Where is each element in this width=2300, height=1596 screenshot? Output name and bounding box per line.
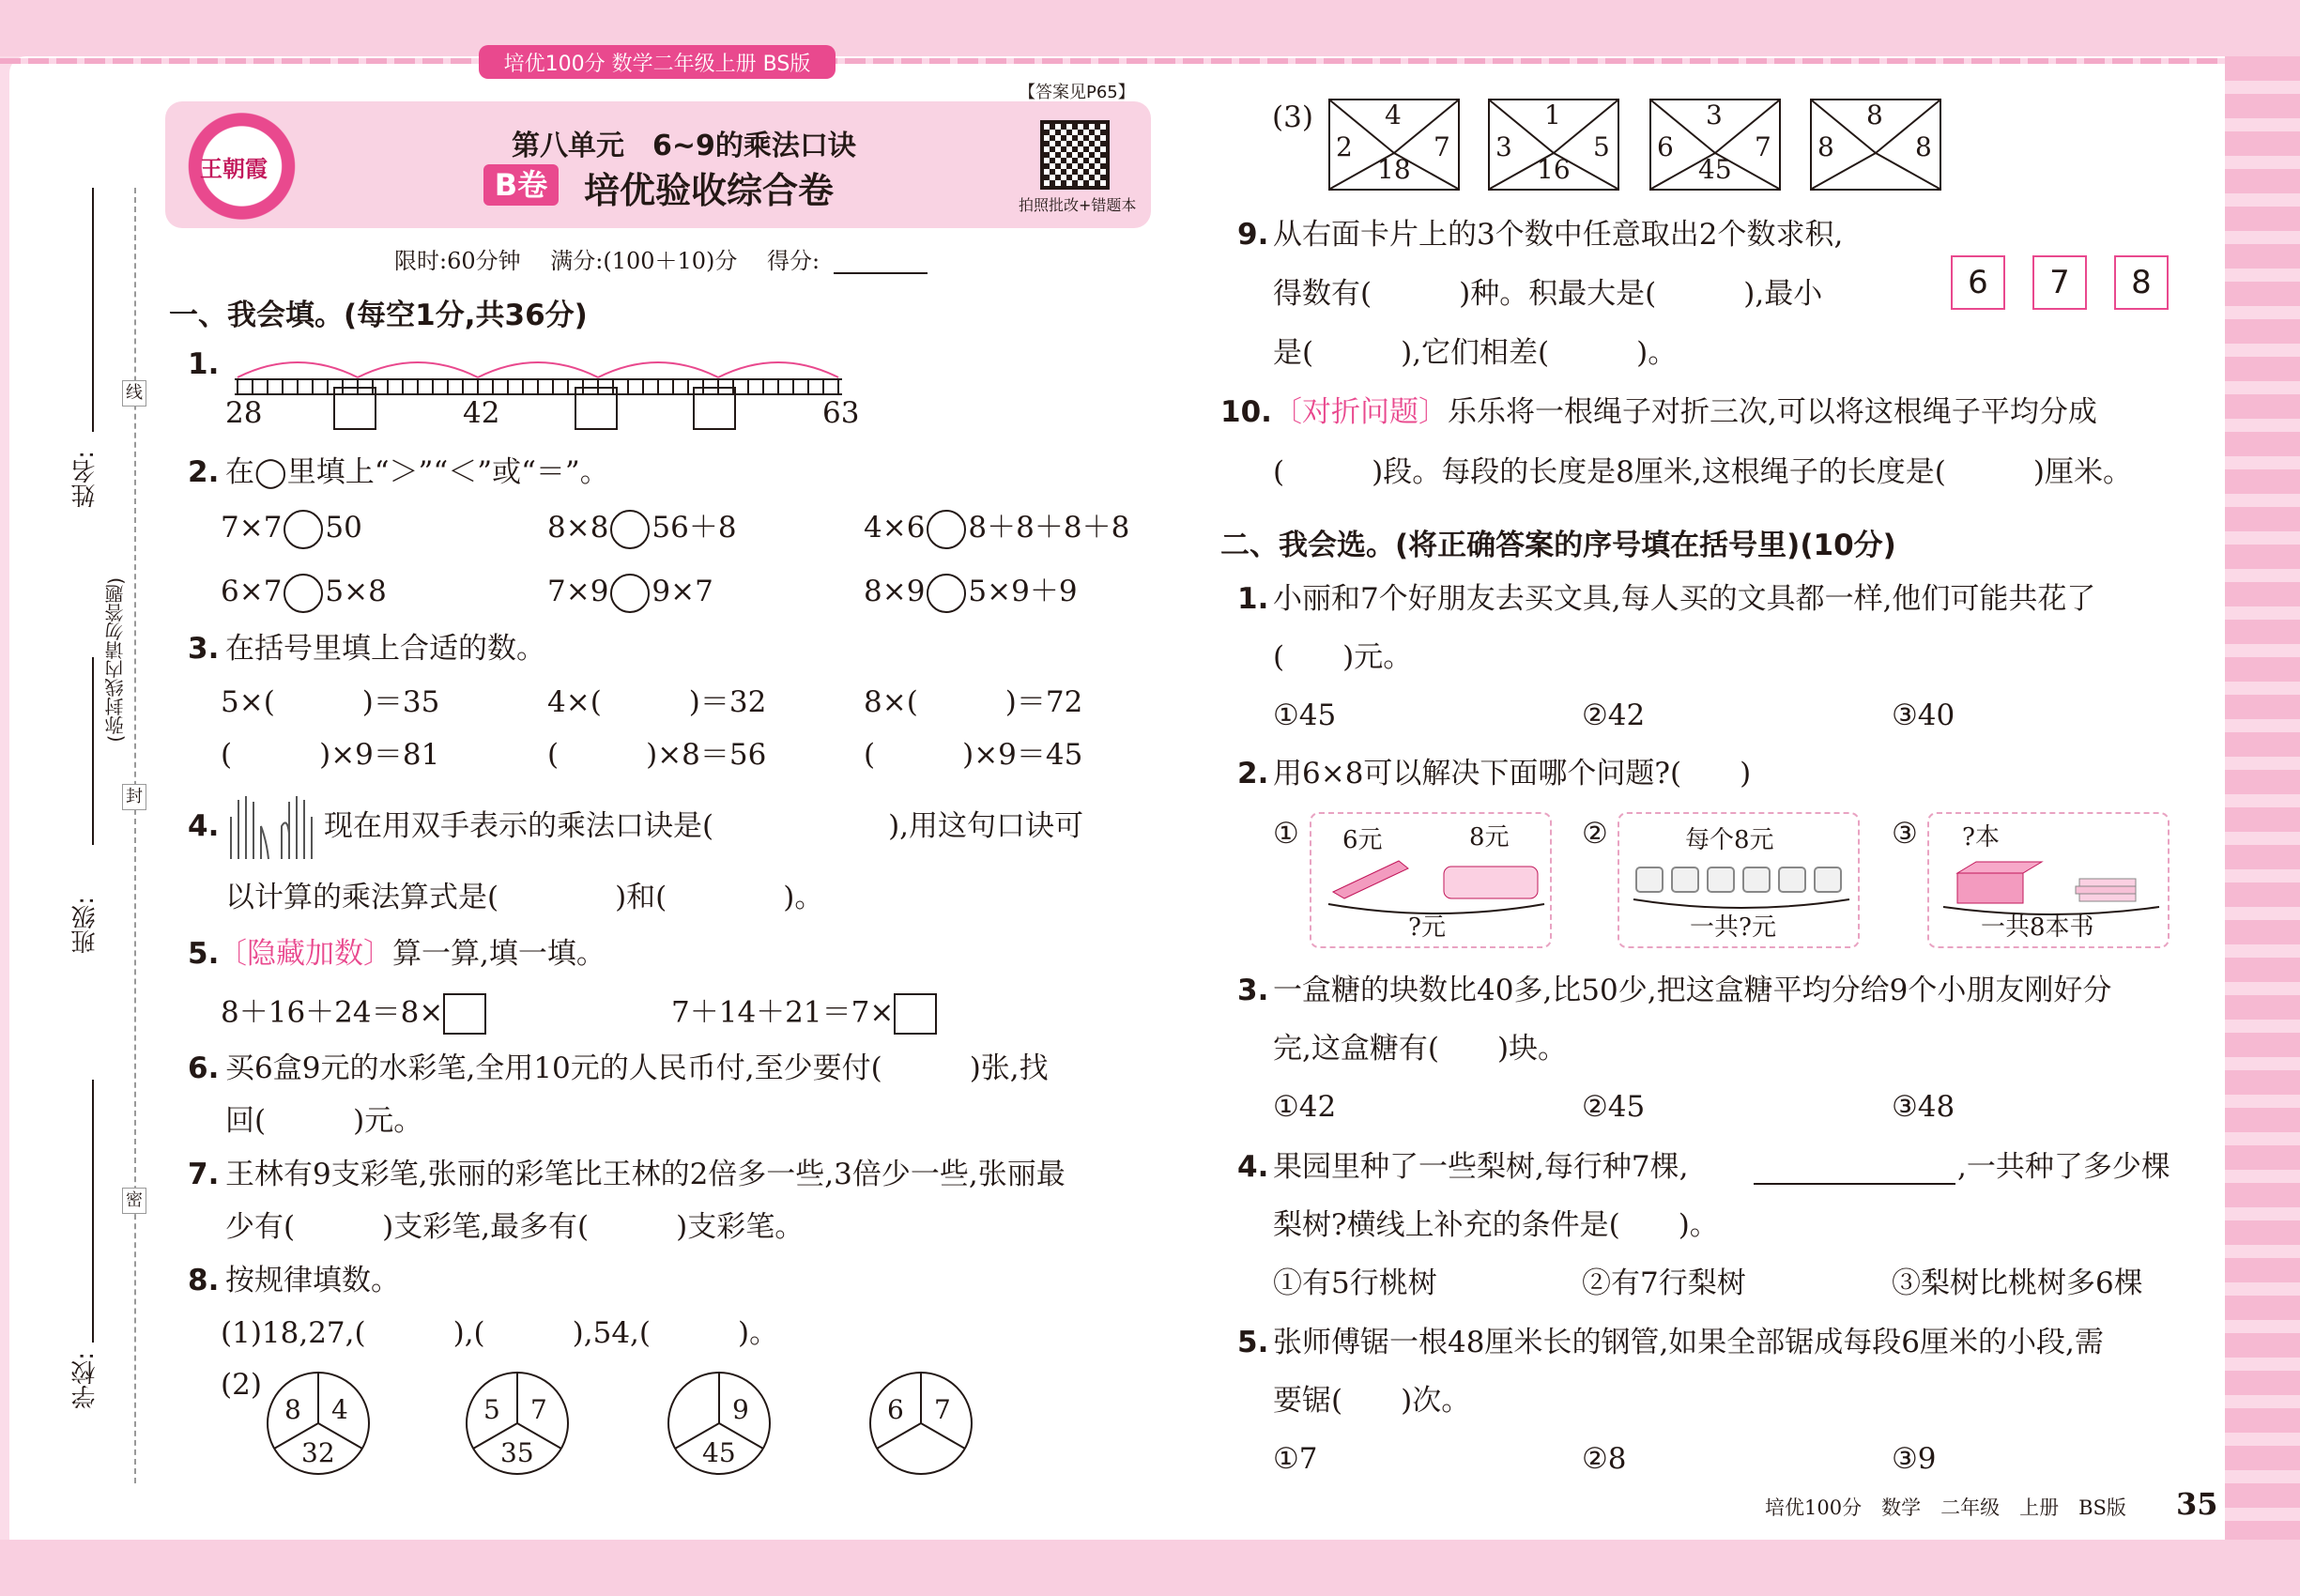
- c1-line-2: ( )元。: [1273, 640, 1413, 674]
- c2-o1-price-a: 6元: [1342, 826, 1383, 854]
- q1-blank-2[interactable]: [575, 387, 618, 430]
- compare-circle[interactable]: [284, 574, 323, 613]
- q6-line-1: 买6盒9元的水彩笔,全用10元的人民币付,至少要付( )张,找: [225, 1051, 1049, 1085]
- c2-mark-2[interactable]: ②: [1582, 817, 1608, 851]
- c2-o2-top: 每个8元: [1685, 826, 1774, 854]
- q5-number: 5.: [188, 937, 220, 971]
- seal-char-seal: 封: [122, 784, 146, 810]
- envelope-bottom-value: 18: [1377, 154, 1411, 185]
- c1-option-2[interactable]: ②42: [1582, 698, 1646, 732]
- compare-circle[interactable]: [927, 510, 966, 549]
- wheel-right-value: 9: [732, 1394, 749, 1425]
- paper-title: 培优验收综合卷: [584, 170, 835, 211]
- wheel-left-value: 6: [887, 1394, 904, 1425]
- c5-option-1[interactable]: ①7: [1273, 1442, 1318, 1476]
- q3-item-5[interactable]: ( )×8＝56: [547, 738, 767, 772]
- tick-42: 42: [463, 396, 500, 430]
- number-line: [230, 338, 850, 441]
- q8-text: 按规律填数。: [225, 1264, 400, 1297]
- c1-number: 1.: [1237, 582, 1269, 616]
- q10-number: 10.: [1220, 395, 1272, 429]
- wheel-left-value: 8: [284, 1394, 301, 1425]
- envelope-bottom-value: 45: [1698, 154, 1732, 185]
- wheel-bottom-value: 32: [301, 1437, 335, 1468]
- c2-mark-3[interactable]: ③: [1892, 817, 1918, 851]
- wheel-bottom-value: 45: [702, 1437, 736, 1468]
- number-card-7: 7: [2032, 255, 2087, 310]
- top-band: [0, 0, 2300, 56]
- wheel-right-value: 7: [530, 1394, 547, 1425]
- compare-circle[interactable]: [610, 510, 650, 549]
- compare-circle[interactable]: [610, 574, 650, 613]
- info-line: 限时:60分钟 满分:(100＋10)分 得分:: [394, 248, 820, 274]
- q3-item-2[interactable]: 4×( )＝32: [547, 685, 767, 719]
- q8-sub-2-label: (2): [221, 1368, 262, 1402]
- c3-option-3[interactable]: ③48: [1892, 1090, 1955, 1124]
- q2-number: 2.: [188, 455, 220, 489]
- q2-item-5: 7×9 9×7: [547, 573, 713, 613]
- q2-item-4: 6×7 5×8: [221, 573, 387, 613]
- envelope-right-value: 8: [1915, 131, 1932, 162]
- q3-number: 3.: [188, 632, 220, 666]
- envelope-right-value: 5: [1593, 131, 1610, 162]
- envelope-left-value: 2: [1336, 131, 1353, 162]
- c5-option-3[interactable]: ③9: [1892, 1442, 1937, 1476]
- c5-line-1: 张师傅锯一根48厘米长的钢管,如果全部锯成每段6厘米的小段,需: [1273, 1326, 2104, 1359]
- c2-o2-bottom: 一共?元: [1690, 913, 1776, 942]
- compare-circle[interactable]: [927, 574, 966, 613]
- q6-line-2: 回( )元。: [225, 1104, 423, 1138]
- q10-line-2: ( )段。每段的长度是8厘米,这根绳子的长度是( )厘米。: [1273, 455, 2132, 489]
- c2-o1-price-b: 8元: [1469, 823, 1510, 852]
- number-card-8: 8: [2114, 255, 2169, 310]
- number-wheel: [667, 1371, 772, 1480]
- q9-number: 9.: [1237, 218, 1269, 252]
- q5-eq-1: 8＋16＋24＝8×: [221, 993, 486, 1035]
- q4-line-2: 以计算的乘法算式是( )和( )。: [225, 881, 824, 914]
- score-blank[interactable]: [834, 272, 928, 274]
- c3-option-2[interactable]: ②45: [1582, 1090, 1646, 1124]
- c2-o1-bottom: ?元: [1408, 913, 1446, 942]
- c4-line-1b: ,一共种了多少棵: [1957, 1150, 2170, 1184]
- number-envelope: [1488, 99, 1619, 191]
- q2-item-2: 8×8 56＋8: [547, 509, 737, 549]
- c2-number: 2.: [1237, 757, 1269, 790]
- c2-o3-bottom: 一共8本书: [1981, 913, 2094, 942]
- bottom-band: [0, 1540, 2300, 1596]
- q10-line-1: 乐乐将一根绳子对折三次,可以将这根绳子平均分成: [1448, 395, 2097, 429]
- q3-text: 在括号里填上合适的数。: [225, 632, 545, 666]
- q8-number: 8.: [188, 1264, 220, 1297]
- q7-number: 7.: [188, 1158, 220, 1191]
- q9-line-3: 是( ),它们相差( )。: [1273, 336, 1678, 370]
- q4-line-1: 现在用双手表示的乘法口诀是( ),用这句口诀可: [324, 809, 1084, 843]
- q8-sub-3-label: (3): [1272, 100, 1313, 134]
- wheel-shape: [868, 1371, 974, 1476]
- q3-item-6[interactable]: ( )×9＝45: [864, 738, 1083, 772]
- q3-item-1[interactable]: 5×( )＝35: [221, 685, 440, 719]
- c1-option-3[interactable]: ③40: [1892, 698, 1955, 732]
- number-envelope: [1328, 99, 1460, 191]
- class-label: 班级:: [71, 897, 100, 954]
- c3-option-1[interactable]: ①42: [1273, 1090, 1337, 1124]
- footer-text: 培优100分 数学 二年级 上册 BS版: [1765, 1496, 2126, 1519]
- c1-line-1: 小丽和7个好朋友去买文具,每人买的文具都一样,他们可能共花了: [1273, 582, 2096, 616]
- envelope-right-value: 7: [1434, 131, 1450, 162]
- tick-28: 28: [225, 396, 263, 430]
- name-label: 姓名:: [71, 451, 100, 508]
- number-envelope: [1810, 99, 1941, 191]
- number-envelope: [1649, 99, 1781, 191]
- q9-line-2: 得数有( )种。积最大是( ),最小: [1273, 277, 1823, 311]
- qr-code-icon[interactable]: [1040, 120, 1110, 190]
- q6-number: 6.: [188, 1051, 220, 1085]
- logo-text: 王朝霞: [200, 156, 268, 182]
- envelope-top-value: 4: [1385, 100, 1402, 130]
- q2-item-1: 7×7 50: [221, 509, 362, 549]
- number-card-6: 6: [1951, 255, 2005, 310]
- books-icon: [1939, 845, 2164, 916]
- name-line: [92, 188, 94, 432]
- number-wheel: [868, 1371, 974, 1480]
- wheel-left-value: 5: [483, 1394, 500, 1425]
- q4-number: 4.: [188, 809, 220, 843]
- q1-number: 1.: [188, 347, 220, 381]
- q1-blank-3[interactable]: [693, 387, 736, 430]
- answer-ref: 【答案见P65】: [1019, 83, 1135, 102]
- number-wheel: [266, 1371, 371, 1480]
- q5-text: 算一算,填一填。: [392, 937, 606, 971]
- c4-option-3[interactable]: ③梨树比桃树多6棵: [1892, 1266, 2143, 1300]
- c2-mark-1[interactable]: ①: [1273, 817, 1299, 851]
- c5-option-2[interactable]: ②8: [1582, 1442, 1627, 1476]
- q5-tag: 〔隐藏加数〕: [218, 937, 392, 971]
- wheel-right-value: 4: [331, 1394, 348, 1425]
- two-hands-icon: [223, 789, 327, 864]
- c4-number: 4.: [1237, 1150, 1269, 1184]
- q7-line-1: 王林有9支彩笔,张丽的彩笔比王林的2倍多一些,3倍少一些,张丽最: [225, 1158, 1066, 1191]
- c2-text: 用6×8可以解决下面哪个问题?( ): [1273, 757, 1752, 790]
- c4-option-2[interactable]: ②有7行梨树: [1582, 1266, 1746, 1300]
- q2-text: 在◯里填上“＞”“＜”或“＝”。: [225, 455, 609, 489]
- c4-line-2: 梨树?横线上补充的条件是( )。: [1273, 1208, 1719, 1242]
- q5-text-wrap: [218, 935, 606, 973]
- c5-line-2: 要锯( )次。: [1273, 1384, 1471, 1418]
- top-wave-border: [0, 58, 2300, 64]
- c4-fill-line[interactable]: [1754, 1183, 1955, 1185]
- c2-o3-top: ?本: [1962, 823, 2000, 852]
- section-1-title: 一、我会填。(每空1分,共36分): [169, 299, 588, 332]
- compare-circle[interactable]: [284, 510, 323, 549]
- unit-title: 第八单元 6~9的乘法口诀: [512, 130, 856, 162]
- seal-note: (弥封线内请勿答题): [104, 577, 127, 743]
- q1-blank-1[interactable]: [333, 387, 376, 430]
- class-line: [92, 657, 94, 845]
- envelope-bottom-value: 16: [1537, 154, 1571, 185]
- q5-eq-2: 7＋14＋21＝7×: [671, 993, 937, 1035]
- section-2-title: 二、我会选。(将正确答案的序号填在括号里)(10分): [1220, 529, 1896, 562]
- q7-line-2: 少有( )支彩笔,最多有( )支彩笔。: [225, 1210, 805, 1244]
- q10-line-1-wrap: [1273, 393, 2097, 431]
- c4-line-1a: 果园里种了一些梨树,每行种7棵,: [1273, 1150, 1689, 1184]
- seal-char-line: 线: [122, 380, 146, 407]
- envelope-left-value: 6: [1657, 131, 1674, 162]
- pen-and-pencilcase-icon: [1324, 850, 1549, 915]
- q2-item-3: 4×6 8＋8＋8＋8: [864, 509, 1129, 549]
- volume-badge: B卷: [483, 164, 559, 206]
- right-wave-border: [2225, 56, 2300, 1558]
- book-tag: 培优100分 数学二年级上册 BS版: [479, 45, 836, 79]
- wheel-right-value: 7: [934, 1394, 951, 1425]
- number-wheel: [465, 1371, 570, 1480]
- tick-63: 63: [822, 396, 860, 430]
- envelope-left-value: 8: [1817, 131, 1834, 162]
- c5-number: 5.: [1237, 1326, 1269, 1359]
- q3-item-4[interactable]: ( )×9＝81: [221, 738, 440, 772]
- envelope-left-value: 3: [1495, 131, 1512, 162]
- q8-sub-1: (1)18,27,( ),( ),54,( )。: [221, 1316, 779, 1350]
- c3-line-2: 完,这盒糖有( )块。: [1273, 1032, 1568, 1066]
- envelope-top-value: 1: [1544, 100, 1561, 130]
- q3-item-3[interactable]: 8×( )＝72: [864, 685, 1083, 719]
- q9-line-1: 从右面卡片上的3个数中任意取出2个数求积,: [1273, 218, 1844, 252]
- q10-tag: 〔对折问题〕: [1273, 395, 1448, 429]
- seal-char-secret: 密: [122, 1188, 146, 1214]
- q5-blank-2[interactable]: [894, 993, 937, 1035]
- c3-line-1: 一盒糖的块数比40多,比50少,把这盒糖平均分给9个小朋友刚好分: [1273, 974, 2112, 1007]
- school-label: 学校:: [71, 1352, 100, 1409]
- q2-item-6: 8×9 5×9＋9: [864, 573, 1078, 613]
- envelope-right-value: 7: [1755, 131, 1771, 162]
- wheel-bottom-value: 35: [500, 1437, 534, 1468]
- envelope-top-value: 8: [1866, 100, 1883, 130]
- c1-option-1[interactable]: ①45: [1273, 698, 1337, 732]
- page-number: 35: [2176, 1486, 2218, 1522]
- envelope-top-value: 3: [1706, 100, 1723, 130]
- school-line: [92, 1080, 94, 1343]
- c3-number: 3.: [1237, 974, 1269, 1007]
- c4-option-1[interactable]: ①有5行桃树: [1273, 1266, 1437, 1300]
- q5-blank-1[interactable]: [443, 993, 486, 1035]
- qr-caption: 拍照批改+错题本: [1019, 196, 1137, 214]
